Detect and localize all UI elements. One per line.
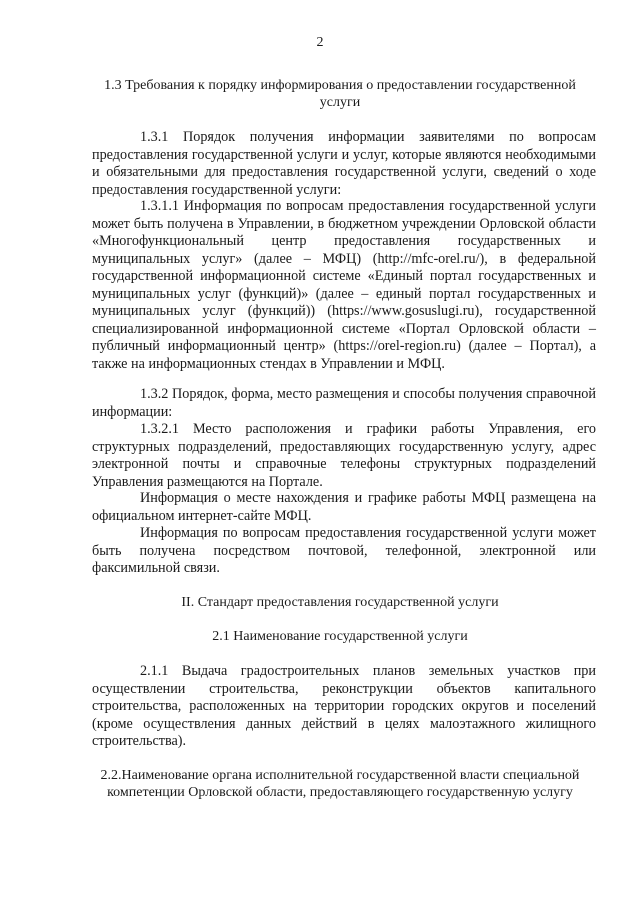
paragraph-1-3-2: 1.3.2 Порядок, форма, место размещения и способы получения справочной информации:: [92, 386, 596, 420]
subsection-heading-2-2: 2.2.Наименование органа исполнительной государственной власти специальной компетенции Орловской области, предоставляющего государственную услугу: [100, 768, 580, 800]
section-heading-1-3: 1.3 Требования к порядку информирования о предоставлении государственной услуги: [104, 78, 576, 110]
paragraph-1-3-2-1: 1.3.2.1 Место расположения и графики работы Управления, его структурных подразделений, предоставляющих государственную услугу, адрес электронной почты и справочные телефоны структурных подразделений Управления размещаются на Портале.: [92, 421, 596, 490]
page-number: 2: [316, 35, 324, 50]
subsection-heading-2-1: 2.1 Наименование государственной услуги: [212, 629, 468, 644]
paragraph-1-3-1-1: 1.3.1.1 Информация по вопросам предоставления государственной услуги может быть получена в Управлении, в бюджетном учреждении Орловской области «Многофункциональный центр предоставления государственных и муниципальных услуг» (далее – МФЦ) (http://mfc-orel.ru/), в федеральной государственной информационной системе «Единый портал государственных и муниципальных услуг (функций)» (далее – единый портал государственных и муниципальных услуг (функций)) (https://www.gosuslugi.ru), государственной специализированной информационной системе «Портал Орловской области – публичный информационный центр» (https://orel-region.ru) (далее – Портал), а также на информационных стендах в Управлении и МФЦ.: [92, 198, 596, 372]
paragraph-mfc-info: Информация о месте нахождения и графике работы МФЦ размещена на официальном интернет-сайте МФЦ.: [92, 490, 596, 524]
paragraph-contact-info: Информация по вопросам предоставления государственной услуги может быть получена посредством почтовой, телефонной, электронной или факсимильной связи.: [92, 525, 596, 576]
paragraph-2-1-1: 2.1.1 Выдача градостроительных планов земельных участков при осуществлении строительства, реконструкции объектов капитального строительства, расположенных на территории городских округов и поселений (кроме осуществления данных действий в целях малоэтажного жилищного строительства).: [92, 663, 596, 749]
paragraph-1-3-1: 1.3.1 Порядок получения информации заявителями по вопросам предоставления государственной услуги и услуг, которые являются необходимыми и обязательными для предоставления государственной услуги, сведений о ходе предоставления государственной услуги:: [92, 129, 596, 198]
section-heading-2: II. Стандарт предоставления государственной услуги: [181, 595, 499, 610]
